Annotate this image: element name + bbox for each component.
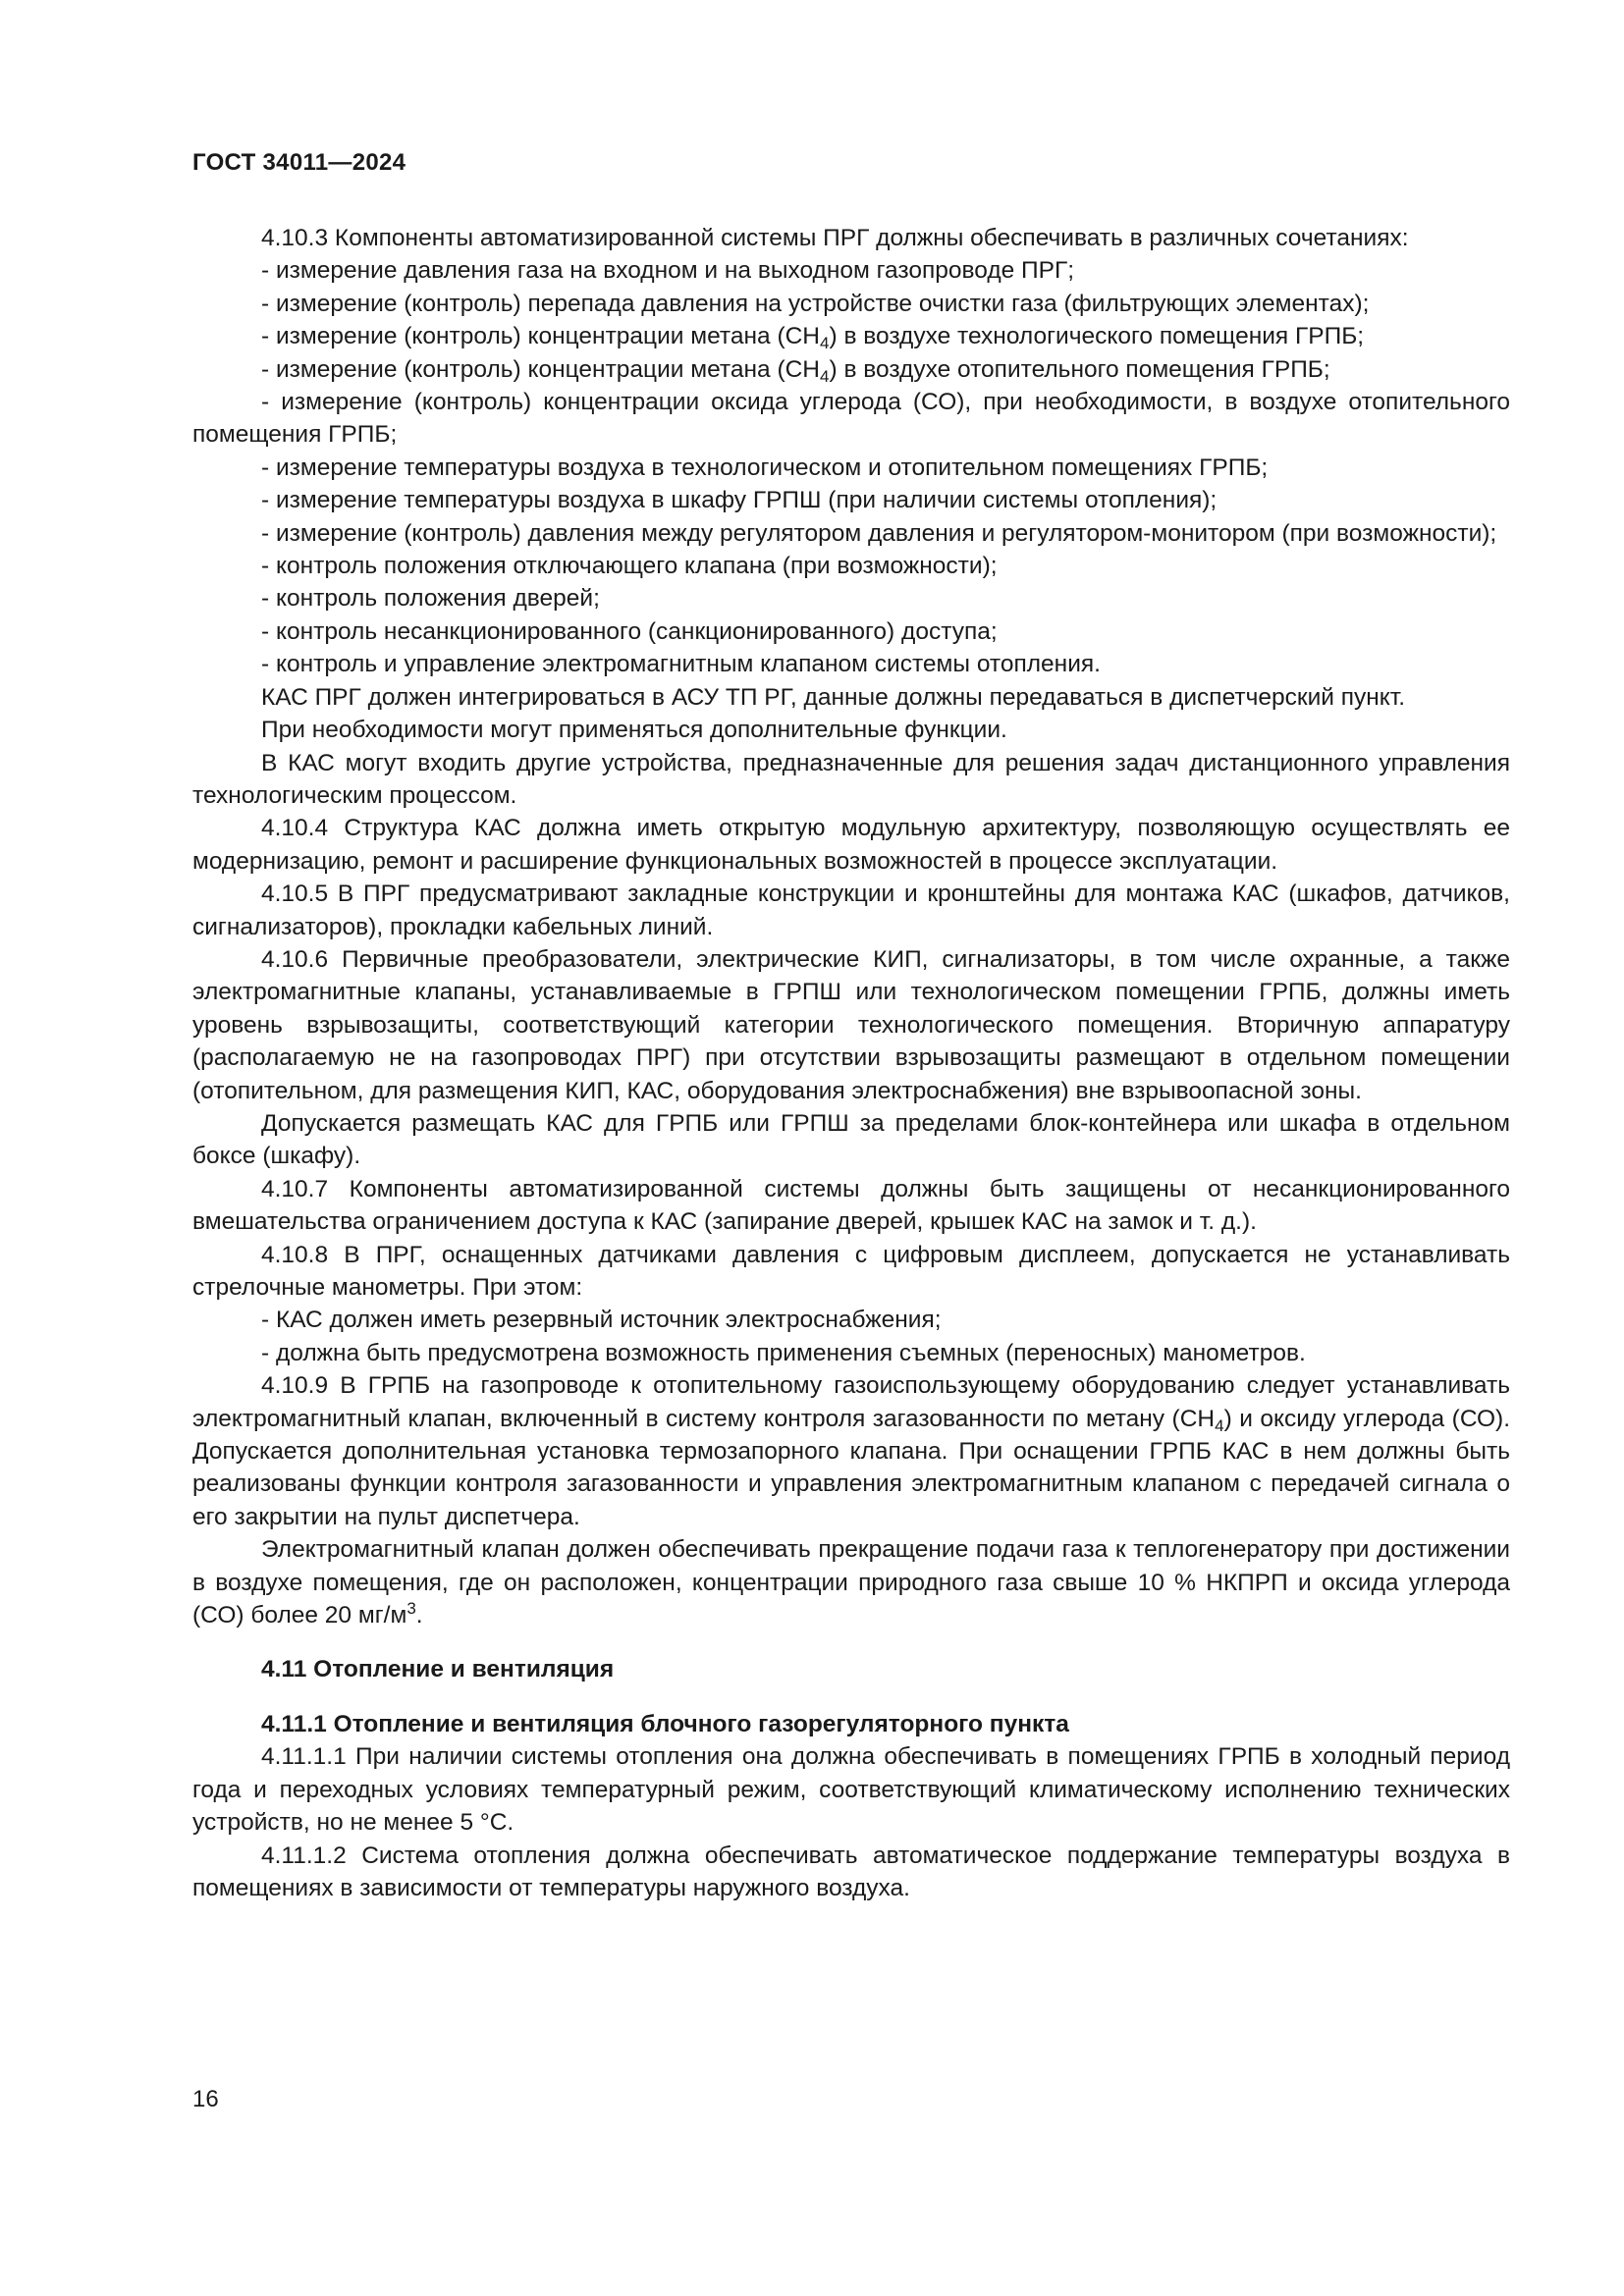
list-item: - измерение (контроль) перепада давления на устройстве очистки газа (фильтрующих элементах); <box>261 290 1370 317</box>
paragraph-text: ) и оксиду углерода (СО). Допускается дополнительная установка термозапорного клапана. При оснащении ГРПБ КАС в нем должны быть реализованы функции контроля загазованности и управления электромагнитным клапаном с передачей сигнала о его закрытии на пульт диспетчера. <box>192 1405 1511 1530</box>
list-item: - контроль положения отключающего клапана (при возможности); <box>261 553 998 580</box>
list-item-text: ) в воздухе отопительного помещения ГРПБ; <box>829 355 1330 383</box>
document-header: ГОСТ 34011—2024 <box>192 149 406 176</box>
paragraph: КАС ПРГ должен интегрироваться в АСУ ТП РГ, данные должны передаваться в диспетчерский пункт. <box>261 683 1406 711</box>
paragraph-4-10-9 <box>192 1369 1510 1533</box>
list-item: - измерение температуры воздуха в технологическом и отопительном помещениях ГРПБ; <box>261 454 1269 481</box>
paragraph-4-11-1-2: 4.11.1.2 Система отопления должна обеспечивать автоматическое поддержание температуры воздуха в помещениях в зависимости от температуры наружного воздуха. <box>192 1842 1510 1901</box>
paragraph: В КАС могут входить другие устройства, предназначенные для решения задач дистанционного управления технологическим процессом. <box>192 749 1510 809</box>
list-item-text: ) в воздухе технологического помещения ГРПБ; <box>829 323 1365 350</box>
paragraph-4-10-7: 4.10.7 Компоненты автоматизированной системы должны быть защищены от несанкционированного вмешательства ограничением доступа к КАС (запирание дверей, крышек КАС на замок и т. д.). <box>192 1175 1510 1236</box>
paragraph-4-11-1-1: 4.11.1.1 При наличии системы отопления она должна обеспечивать в помещениях ГРПБ в холодный период года и переходных условиях температурный режим, соответствующий климатическому исполнению технических устройств, но не менее 5 °С. <box>192 1743 1510 1837</box>
section-heading-4-11: 4.11 Отопление и вентиляция <box>261 1656 615 1683</box>
list-item: - КАС должен иметь резервный источник электроснабжения; <box>261 1307 942 1334</box>
list-item <box>192 320 1510 352</box>
paragraph-text: Электромагнитный клапан должен обеспечивать прекращение подачи газа к теплогенератору при достижении в воздухе помещения, где он расположен, концентрации природного газа свыше 10 % НКПРП и оксида углерода (СО) более 20 мг/м <box>192 1536 1510 1629</box>
list-item <box>192 353 1510 386</box>
list-item: - контроль и управление электромагнитным клапаном системы отопления. <box>261 651 1101 678</box>
paragraph-4-10-8: 4.10.8 В ПРГ, оснащенных датчиками давления с цифровым дисплеем, допускается не устанавливать стрелочные манометры. При этом: <box>192 1241 1510 1301</box>
list-item: - должна быть предусмотрена возможность применения съемных (переносных) манометров. <box>261 1339 1306 1366</box>
section-heading-4-11-1: 4.11.1 Отопление и вентиляция блочного газорегуляторного пункта <box>261 1710 1069 1737</box>
page-number: 16 <box>192 2086 219 2112</box>
paragraph-4-10-5: 4.10.5 В ПРГ предусматривают закладные конструкции и кронштейны для монтажа КАС (шкафов, датчиков, сигнализаторов), прокладки кабельных линий. <box>192 881 1510 940</box>
paragraph-text: 4.10.9 В ГРПБ на газопроводе к отопительному газоиспользующему оборудованию следует устанавливать электромагнитный клапан, включенный в систему контроля загазованности по метану (CH <box>192 1372 1510 1432</box>
list-item: - измерение (контроль) концентрации оксида углерода (СО), при необходимости, в воздухе отопительного помещения ГРПБ; <box>192 389 1510 449</box>
paragraph-4-10-6: 4.10.6 Первичные преобразователи, электрические КИП, сигнализаторы, в том числе охранные, а также электромагнитные клапаны, устанавливаемые в ГРПШ или технологическом помещении ГРПБ, должны иметь уровень взрывозащиты, соответствующий категории технологического помещения. Вторичную аппаратуру (располагаемую не на газопроводах ПРГ) при отсутствии взрывозащиты размещают в отдельном помещении (отопительном, для размещения КИП, КАС, оборудования электроснабжения) вне взрывоопасной зоны. <box>192 945 1510 1104</box>
paragraph: Допускается размещать КАС для ГРПБ или ГРПШ за пределами блок-контейнера или шкафа в отдельном боксе (шкафу). <box>192 1109 1510 1170</box>
list-item: - контроль положения дверей; <box>261 585 600 613</box>
subscript: 4 <box>820 334 830 353</box>
list-item: - контроль несанкционированного (санкционированного) доступа; <box>261 617 998 645</box>
document-body <box>192 222 1510 1904</box>
paragraph-text: . <box>415 1602 423 1629</box>
list-item: - измерение давления газа на входном и на выходном газопроводе ПРГ; <box>261 257 1075 285</box>
list-item-text: - измерение (контроль) концентрации метана (CH <box>261 323 821 350</box>
paragraph-4-10-3: 4.10.3 Компоненты автоматизированной системы ПРГ должны обеспечивать в различных сочетаниях: <box>261 225 1409 251</box>
paragraph <box>192 1533 1510 1631</box>
subscript: 4 <box>1215 1415 1224 1435</box>
paragraph-4-10-4: 4.10.4 Структура КАС должна иметь открытую модульную архитектуру, позволяющую осуществлять ее модернизацию, ремонт и расширение функциональных возможностей в процессе эксплуатации. <box>192 815 1510 875</box>
superscript: 3 <box>406 1599 416 1619</box>
paragraph: При необходимости могут применяться дополнительные функции. <box>261 717 1007 744</box>
list-item-text: - измерение (контроль) концентрации метана (CH <box>261 355 821 383</box>
subscript: 4 <box>820 366 830 386</box>
list-item: - измерение (контроль) давления между регулятором давления и регулятором-монитором (при возможности); <box>261 519 1497 547</box>
list-item: - измерение температуры воздуха в шкафу ГРПШ (при наличии системы отопления); <box>261 487 1218 514</box>
